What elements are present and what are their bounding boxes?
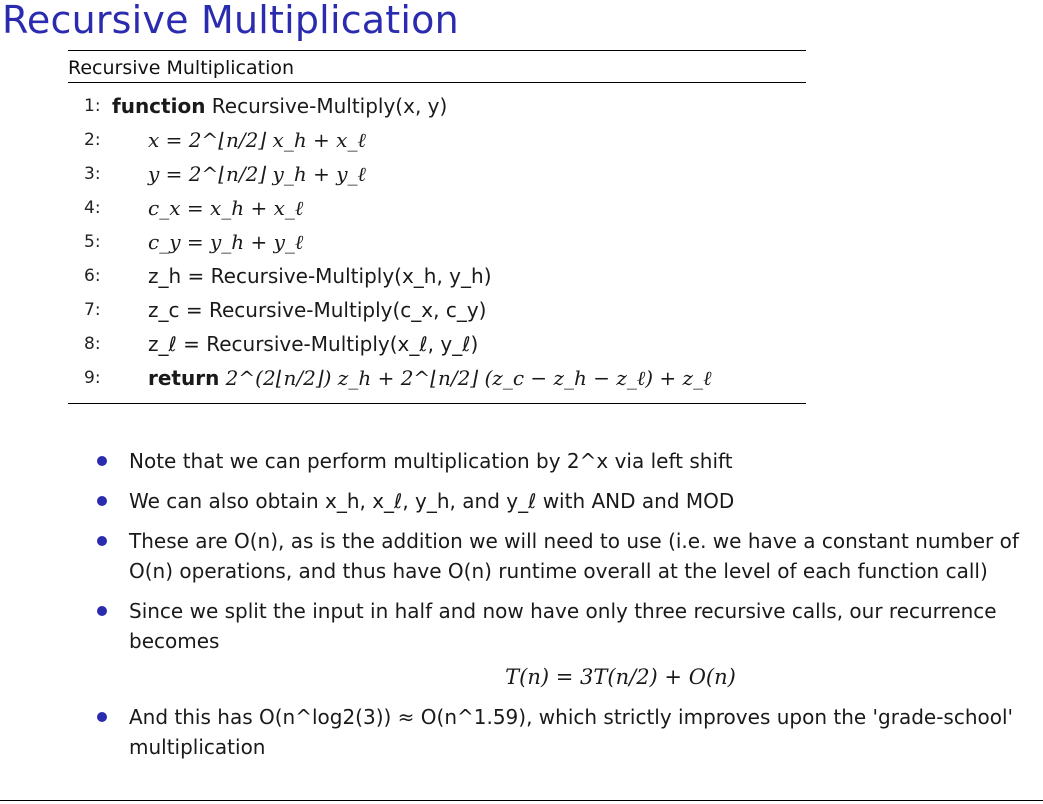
algorithm-lines: [68, 83, 806, 403]
bullet-text: And this has O(n^log2(3)) ≈ O(n^1.59), which strictly improves upon the 'grade-school' multiplication: [129, 705, 1014, 759]
bullet-icon: [97, 496, 107, 506]
line-number: 6:: [84, 266, 101, 286]
code-text: [148, 361, 711, 395]
line-number: 9:: [84, 368, 101, 388]
algorithm-box: [68, 50, 806, 404]
bullet-icon: [97, 712, 107, 722]
algorithm-caption: Recursive Multiplication: [68, 57, 295, 79]
code-line: [68, 157, 806, 191]
bullet-item: [92, 486, 1032, 516]
line-number: 7:: [84, 300, 101, 320]
code-content: z_ℓ = Recursive-Multiply(x_ℓ, y_ℓ): [148, 332, 479, 356]
code-line: [68, 327, 806, 361]
keyword: function: [112, 94, 206, 118]
bottom-rule-algorithm: [68, 403, 806, 404]
code-line: [68, 293, 806, 327]
code-line: [68, 361, 806, 395]
recurrence-equation: T(n) = 3T(n/2) + O(n): [505, 665, 736, 689]
line-number: 5:: [84, 232, 101, 252]
page-bottom-rule: [0, 800, 1043, 801]
code-line: [68, 259, 806, 293]
line-number: 2:: [84, 130, 101, 150]
code-content: x = 2^⌊n/2⌋ x_h + x_ℓ: [148, 128, 366, 152]
bullet-text: These are O(n), as is the addition we will need to use (i.e. we have a constant number of O(n) operations, and thus have O(n) runtime overall at the level of each function call): [129, 529, 1019, 583]
bullet-icon: [97, 536, 107, 546]
bullet-list: [92, 446, 1032, 772]
code-line: [68, 89, 806, 123]
code-content: c_x = x_h + x_ℓ: [148, 196, 304, 220]
code-content: z_h = Recursive-Multiply(x_h, y_h): [148, 264, 492, 288]
bullet-text: We can also obtain x_h, x_ℓ, y_h, and y_ℓ with AND and MOD: [129, 489, 735, 513]
line-number: 3:: [84, 164, 101, 184]
bullet-item: [92, 526, 1032, 586]
bullet-text: Since we split the input in half and now have only three recursive calls, our recurrence becomes: [129, 599, 997, 653]
line-number: 8:: [84, 334, 101, 354]
bullet-item: [92, 446, 1032, 476]
code-content: y = 2^⌊n/2⌋ y_h + y_ℓ: [148, 162, 366, 186]
code-text: [112, 89, 447, 123]
bullet-text: Note that we can perform multiplication by 2^x via left shift: [129, 449, 733, 473]
line-number: 4:: [84, 198, 101, 218]
keyword: return: [148, 366, 220, 390]
code-content: z_c = Recursive-Multiply(c_x, c_y): [148, 298, 487, 322]
slide-title: Recursive Multiplication: [2, 0, 459, 42]
line-number: 1:: [84, 96, 101, 116]
code-content: 2^(2⌊n/2⌋) z_h + 2^⌊n/2⌋ (z_c − z_h − z_ℓ) + z_ℓ: [219, 366, 712, 390]
code-line: [68, 225, 806, 259]
bullet-item: [92, 702, 1032, 762]
code-line: [68, 123, 806, 157]
bullet-icon: [97, 456, 107, 466]
code-content: c_y = y_h + y_ℓ: [148, 230, 304, 254]
bullet-icon: [97, 606, 107, 616]
code-line: [68, 191, 806, 225]
code-content: Recursive-Multiply(x, y): [205, 94, 448, 118]
bullet-item: [92, 596, 1032, 692]
